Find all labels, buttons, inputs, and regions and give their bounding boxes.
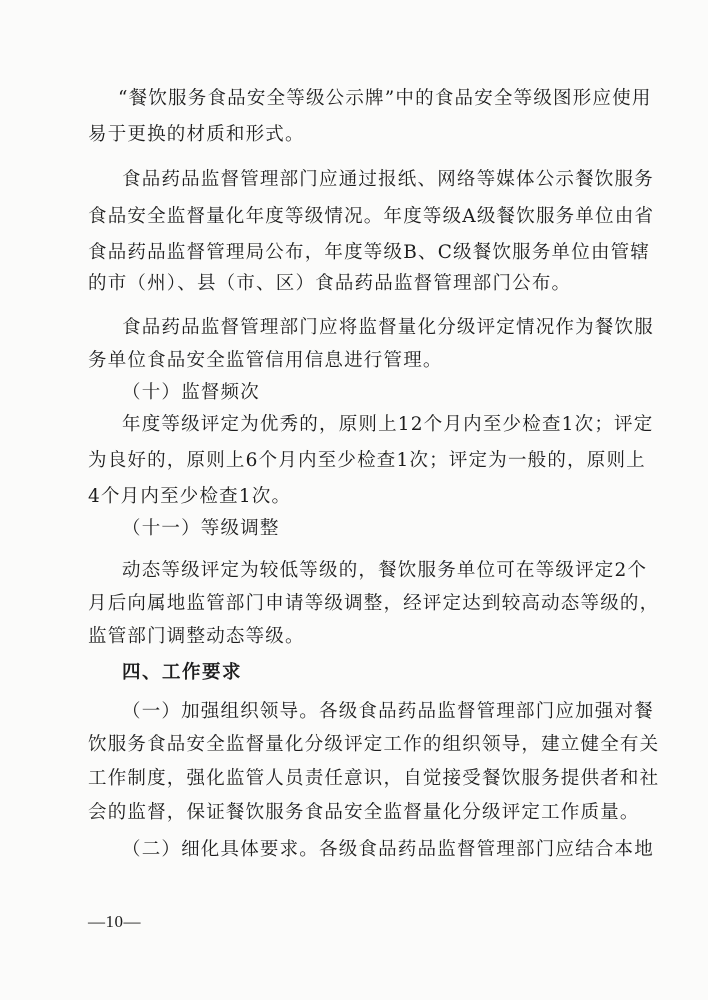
text-line: 动态等级评定为较低等级的，餐饮服务单位可在等级评定2个 (122, 560, 648, 581)
section-heading: （十）监督频次 (122, 382, 260, 403)
text-line: （一）加强组织领导。各级食品药品监督管理部门应加强对餐 (122, 701, 654, 722)
text-line: 易于更换的材质和形式。 (88, 124, 305, 145)
text-line: 饮服务食品安全监督量化分级评定工作的组织领导，建立健全有关 (88, 734, 660, 755)
text-line: 为良好的，原则上6个月内至少检查1次；评定为一般的，原则上 (88, 450, 646, 471)
page-number: —10— (88, 912, 141, 931)
text-line: “餐饮服务食品安全等级公示牌”中的食品安全等级图形应使用 (118, 88, 652, 109)
text-line: 工作制度，强化监管人员责任意识，自觉接受餐饮服务提供者和社 (88, 768, 660, 789)
section-heading: （十一）等级调整 (122, 518, 280, 539)
text-line: 年度等级评定为优秀的，原则上12个月内至少检查1次；评定 (122, 414, 654, 435)
text-line: 务单位食品安全监管信用信息进行管理。 (88, 350, 443, 371)
text-line: 4个月内至少检查1次。 (88, 486, 292, 507)
text-line: 食品安全监督量化年度等级情况。年度等级A级餐饮服务单位由省 (88, 206, 655, 227)
text-line: 会的监督，保证餐饮服务食品安全监督量化分级评定工作质量。 (88, 802, 640, 823)
text-line: 月后向属地监管部门申请等级调整，经评定达到较高动态等级的， (88, 593, 660, 614)
chapter-heading: 四、工作要求 (122, 662, 243, 683)
text-line: 的市（州）、县（市、区）食品药品监督管理部门公布。 (88, 273, 572, 294)
text-line: 食品药品监督管理局公布，年度等级B、C级餐饮服务单位由管辖 (88, 242, 651, 263)
text-line: （二）细化具体要求。各级食品药品监督管理部门应结合本地 (122, 839, 654, 860)
text-line: 食品药品监督管理部门应将监督量化分级评定情况作为餐饮服 (122, 317, 654, 338)
text-line: 食品药品监督管理部门应通过报纸、网络等媒体公示餐饮服务 (122, 169, 654, 190)
text-line: 监管部门调整动态等级。 (88, 626, 305, 647)
